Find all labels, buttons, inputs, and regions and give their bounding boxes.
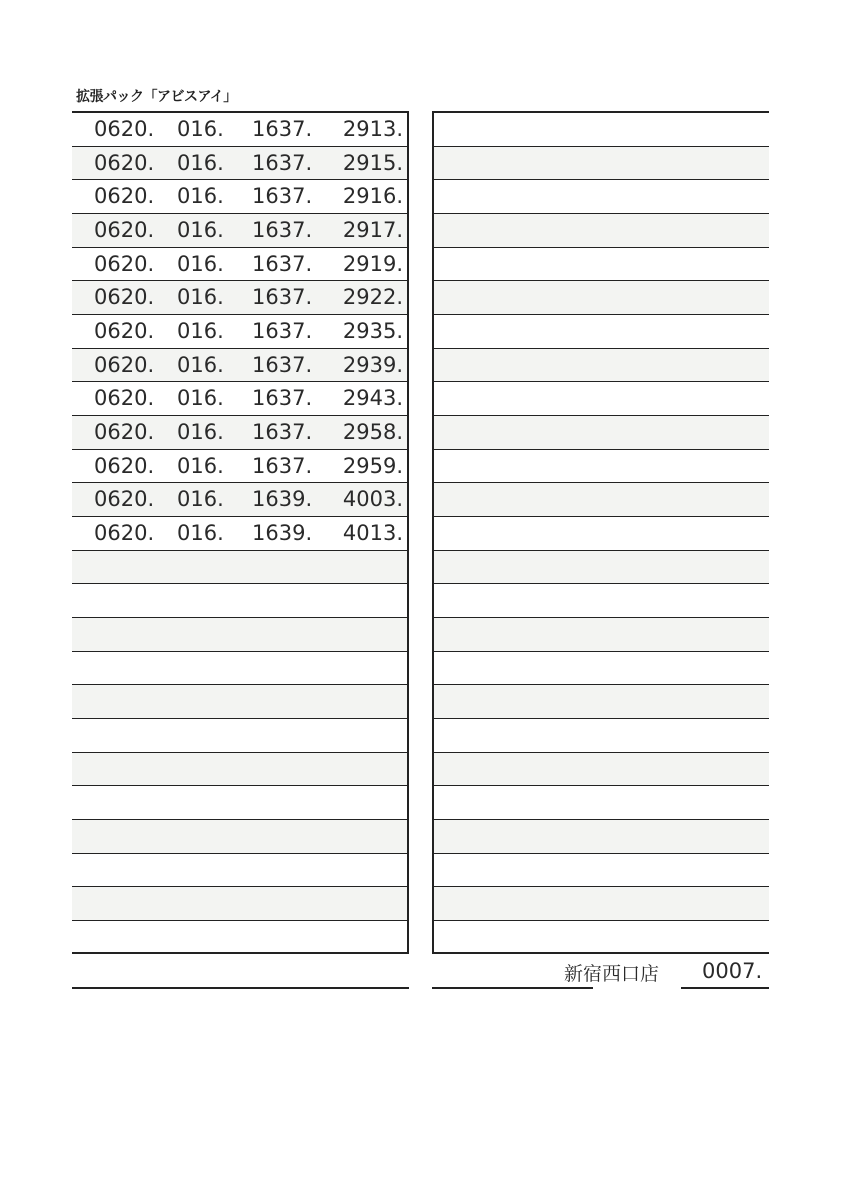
- code-cell: 0620.: [94, 117, 155, 141]
- code-cell: 1637.: [252, 150, 313, 175]
- code-cell: 0620.: [94, 184, 155, 209]
- table-row: [434, 618, 769, 652]
- code-cell: 0620.: [94, 386, 155, 411]
- table-row: [72, 315, 407, 349]
- table-row: [72, 551, 407, 585]
- table-row: [434, 551, 769, 585]
- table-row: [72, 248, 407, 282]
- code-cell: 1639.: [252, 487, 313, 512]
- code-cell: 0620.: [94, 487, 155, 512]
- code-cell: 0620.: [94, 150, 155, 175]
- code-cell: 0620.: [94, 352, 155, 377]
- code-cell: 1637.: [252, 251, 313, 276]
- table-row: [434, 416, 769, 450]
- table-row: [72, 180, 407, 214]
- code-cell: 2915.: [342, 150, 403, 175]
- table-row: [434, 248, 769, 282]
- code-cell: 016.: [177, 453, 224, 478]
- code-cell: 016.: [177, 319, 224, 344]
- table-row: [72, 281, 407, 315]
- code-cell: 1637.: [252, 420, 313, 445]
- code-cell: 2939.: [342, 352, 403, 377]
- left-footer-line: [72, 987, 409, 989]
- table-row: [434, 349, 769, 383]
- table-row: [72, 854, 407, 888]
- code-cell: 016.: [177, 487, 224, 512]
- table-row: [434, 214, 769, 248]
- code-cell: 1637.: [252, 285, 313, 310]
- table-row: [434, 147, 769, 181]
- table-row: [434, 854, 769, 888]
- code-cell: 1637.: [252, 453, 313, 478]
- page-title: 拡張パック「アビスアイ」: [76, 89, 237, 105]
- code-cell: 0620.: [94, 420, 155, 445]
- table-row: [434, 517, 769, 551]
- table-row: [72, 685, 407, 719]
- code-cell: 2917.: [342, 218, 403, 243]
- code-cell: 016.: [177, 521, 224, 546]
- store-code: 0007.: [702, 959, 763, 983]
- code-cell: 0620.: [94, 218, 155, 243]
- table-row: [72, 820, 407, 854]
- code-cell: 1637.: [252, 319, 313, 344]
- code-cell: 1639.: [252, 521, 313, 546]
- table-row: [434, 719, 769, 753]
- table-row: [72, 719, 407, 753]
- code-cell: 016.: [177, 218, 224, 243]
- table-row: [434, 113, 769, 147]
- table-row: [434, 887, 769, 921]
- code-cell: 1637.: [252, 184, 313, 209]
- left-code-table: [72, 111, 409, 954]
- table-row: [72, 147, 407, 181]
- code-cell: 2922.: [342, 285, 403, 310]
- table-row: [434, 281, 769, 315]
- code-cell: 016.: [177, 386, 224, 411]
- table-row: [72, 214, 407, 248]
- right-footer-line-b: [681, 987, 769, 989]
- code-cell: 2916.: [342, 184, 403, 209]
- right-blank-table: [432, 111, 769, 954]
- table-row: [434, 450, 769, 484]
- code-cell: 016.: [177, 352, 224, 377]
- code-cell: 2959.: [342, 453, 403, 478]
- table-row: [434, 382, 769, 416]
- table-row: [72, 753, 407, 787]
- code-cell: 2913.: [342, 117, 403, 141]
- code-cell: 1637.: [252, 352, 313, 377]
- table-row: [72, 584, 407, 618]
- right-footer-line-a: [432, 987, 593, 989]
- code-cell: 1637.: [252, 218, 313, 243]
- code-cell: 2919.: [342, 251, 403, 276]
- table-row: [72, 786, 407, 820]
- table-row: [72, 887, 407, 921]
- table-row: [72, 517, 407, 551]
- code-cell: 0620.: [94, 453, 155, 478]
- table-row: [434, 180, 769, 214]
- table-row: [72, 618, 407, 652]
- code-cell: 4013.: [342, 521, 403, 546]
- code-cell: 016.: [177, 420, 224, 445]
- code-cell: 0620.: [94, 251, 155, 276]
- table-row: [434, 786, 769, 820]
- code-cell: 2958.: [342, 420, 403, 445]
- table-row: [434, 820, 769, 854]
- table-row: [434, 483, 769, 517]
- code-cell: 0620.: [94, 285, 155, 310]
- table-row: [72, 450, 407, 484]
- table-row: [434, 584, 769, 618]
- table-row: [434, 753, 769, 787]
- code-cell: 016.: [177, 184, 224, 209]
- code-cell: 2935.: [342, 319, 403, 344]
- code-cell: 016.: [177, 251, 224, 276]
- code-cell: 2943.: [342, 386, 403, 411]
- table-row: [434, 315, 769, 349]
- table-row: [434, 652, 769, 686]
- table-row: [72, 113, 407, 147]
- code-cell: 1637.: [252, 386, 313, 411]
- code-cell: 016.: [177, 117, 224, 141]
- code-cell: 0620.: [94, 521, 155, 546]
- table-row: [72, 382, 407, 416]
- table-row: [72, 416, 407, 450]
- table-row: [72, 652, 407, 686]
- store-name: 新宿西口店: [564, 963, 660, 985]
- table-row: [434, 921, 769, 955]
- table-row: [72, 483, 407, 517]
- code-cell: 016.: [177, 285, 224, 310]
- table-row: [434, 685, 769, 719]
- code-cell: 4003.: [342, 487, 403, 512]
- table-row: [72, 921, 407, 955]
- code-cell: 016.: [177, 150, 224, 175]
- table-row: [72, 349, 407, 383]
- code-cell: 1637.: [252, 117, 313, 141]
- code-cell: 0620.: [94, 319, 155, 344]
